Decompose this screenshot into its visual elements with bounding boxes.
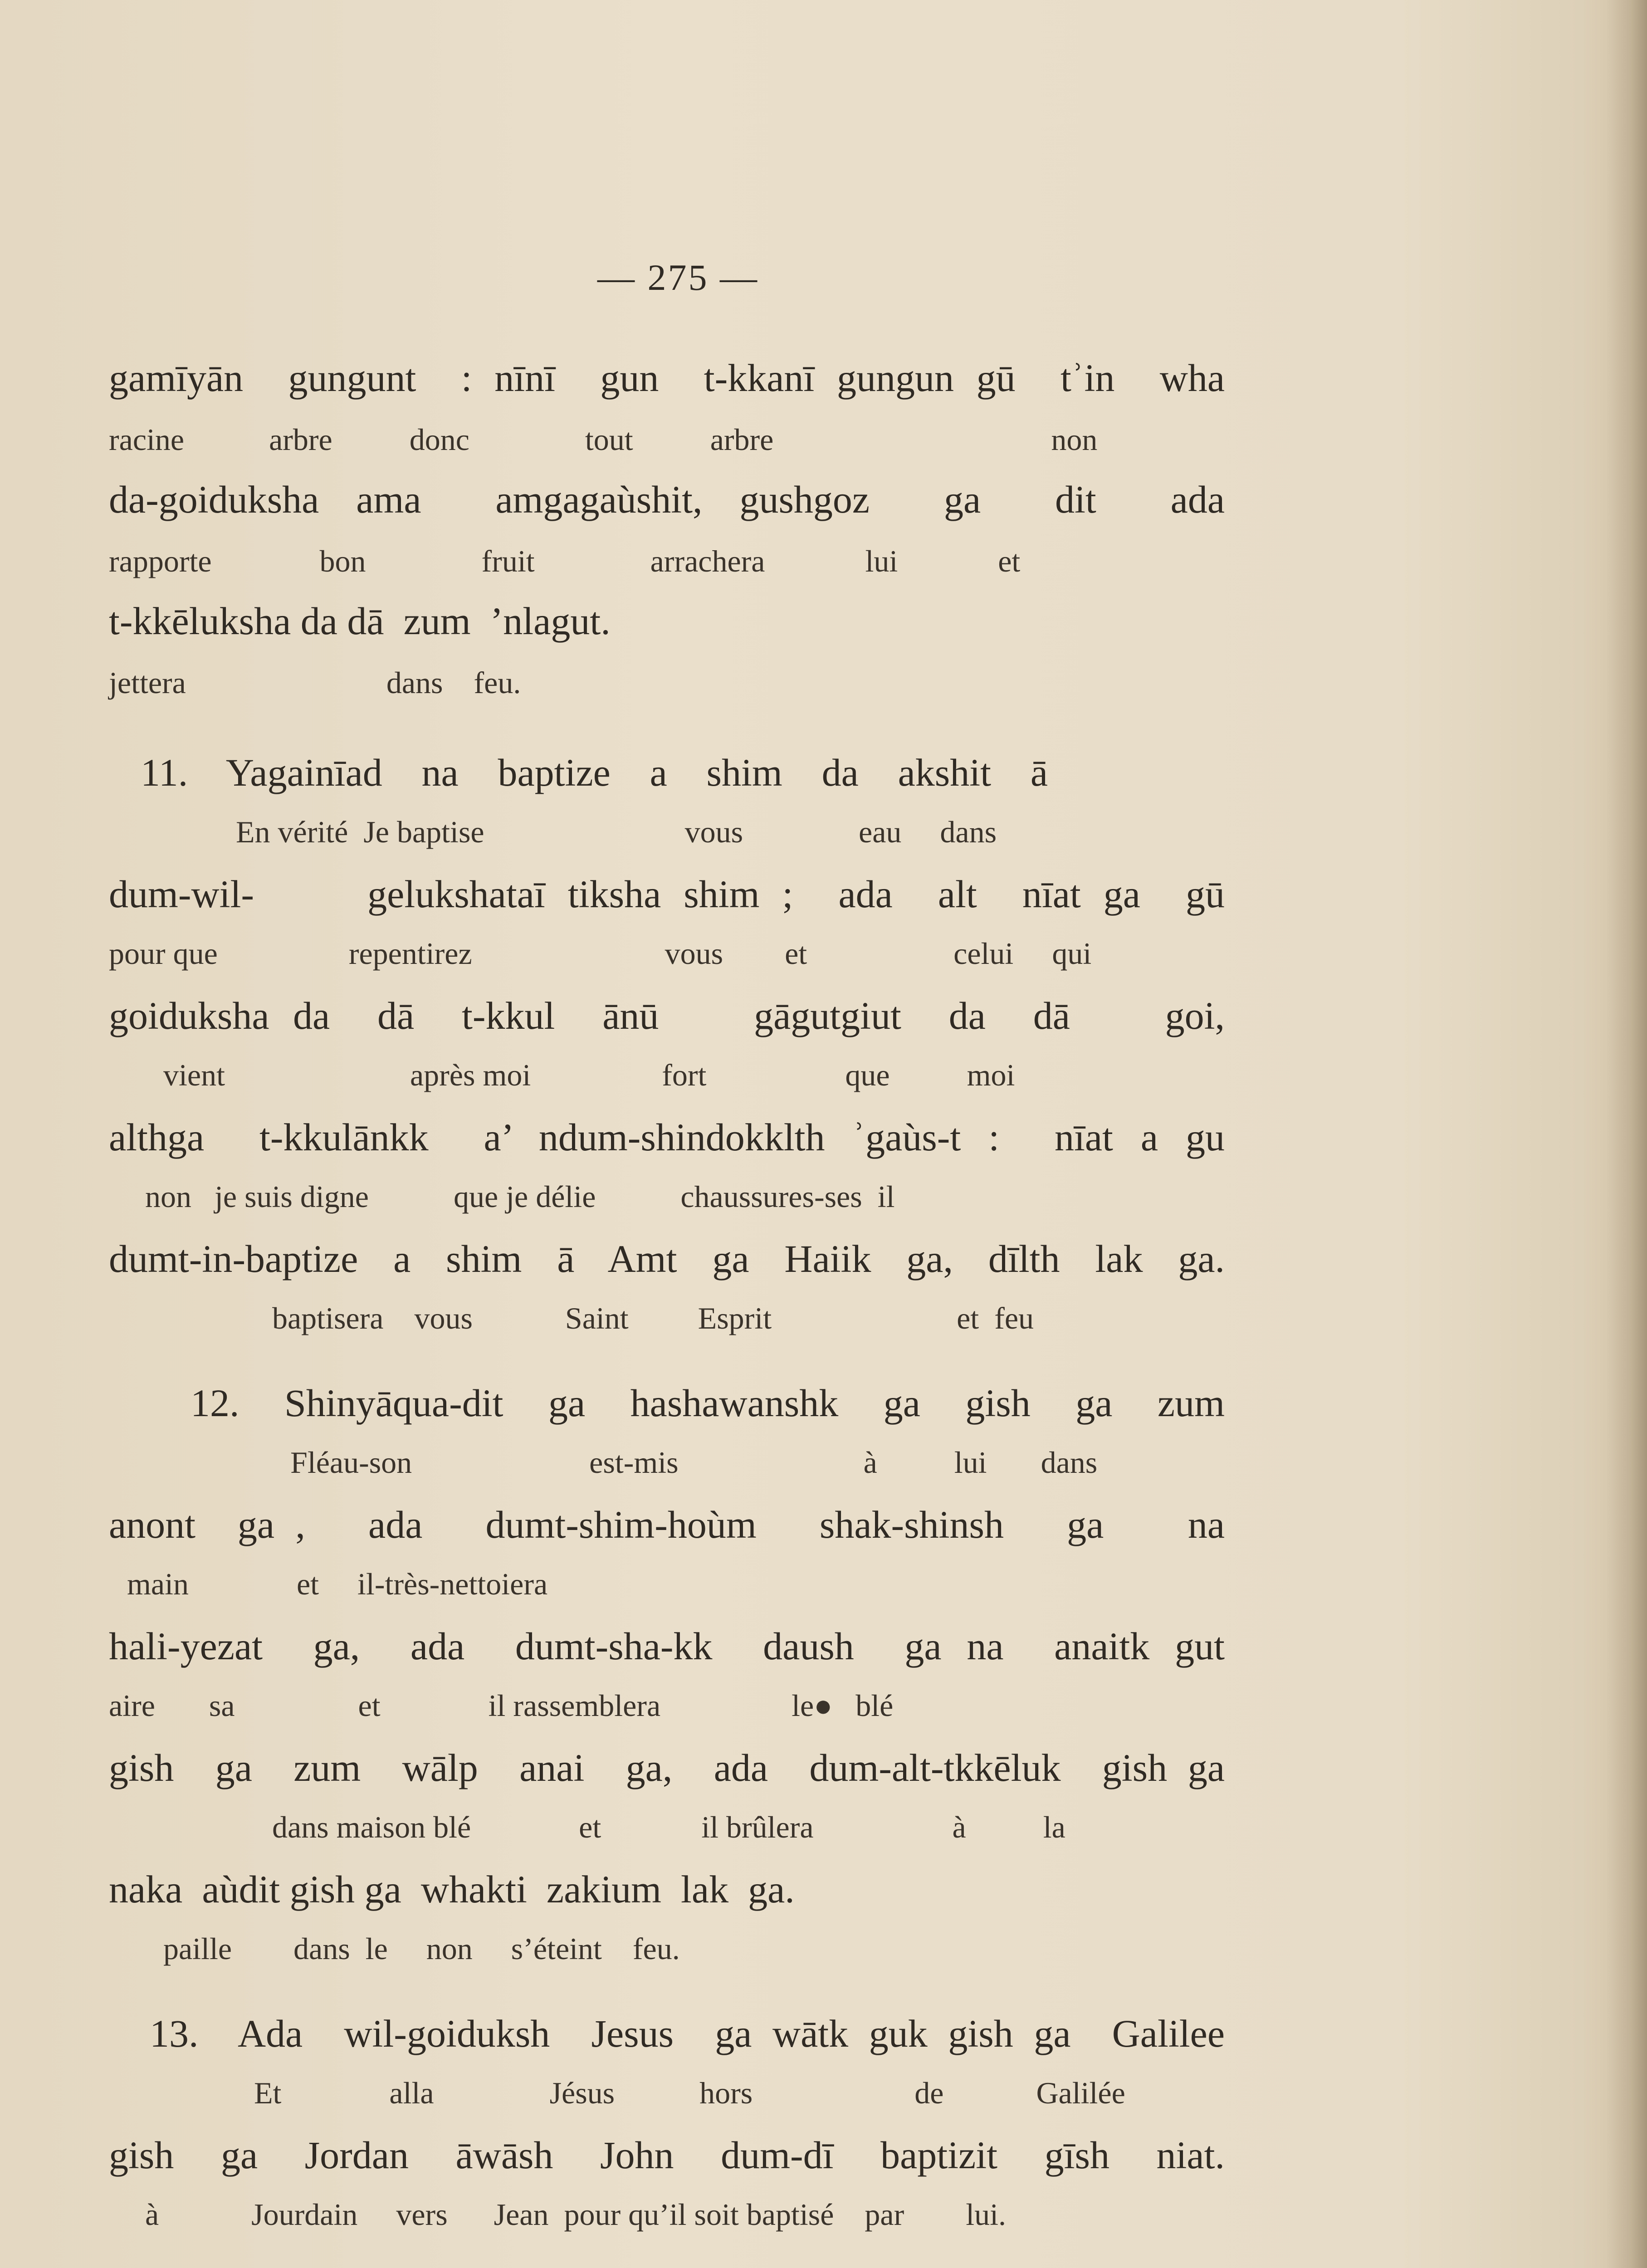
gloss-line-10: main et il-très-nettoiera xyxy=(127,1567,548,1601)
gloss-line-7: non je suis digne que je délie chaussures-ses il xyxy=(145,1179,895,1214)
gloss-line-1: racine arbre donc tout arbre non xyxy=(109,422,1098,457)
native-line-13: naka aùdit gish ga whakti zakium lak ga. xyxy=(109,1867,795,1911)
gloss-line-6: vient après moi fort que moi xyxy=(163,1058,1015,1092)
native-line-5: dum-wil- gelukshataī tiksha shim ; ada alt nīat ga gū xyxy=(109,872,1225,916)
gloss-line-4: En vérité Je baptise vous eau dans xyxy=(236,815,997,849)
native-line-7: althga t-kkulānkk a’ ndum-shindokklth ʾgaùs-t : nīat a gu xyxy=(109,1115,1225,1159)
native-line-11: hali-yezat ga, ada dumt-sha-kk daush ga na anaitk gut xyxy=(109,1624,1225,1668)
native-line-8: dumt-in-baptize a shim ā Amt ga Haiik ga, dīlth lak ga. xyxy=(109,1237,1225,1281)
native-line-6: goiduksha da dā t-kkul ānū gāgutgiut da dā goi, xyxy=(109,994,1225,1037)
gloss-line-8: baptisera vous Saint Esprit et feu xyxy=(272,1301,1034,1335)
gloss-line-12: dans maison blé et il brûlera à la xyxy=(272,1810,1065,1844)
native-line-3: t-kkēluksha da dā zum ’nlagut. xyxy=(109,599,611,643)
native-line-14: 13. Ada wil-goiduksh Jesus ga wātk guk gish ga Galilee xyxy=(150,2012,1225,2055)
page-number: — 275 — xyxy=(597,257,759,298)
gloss-line-14: Et alla Jésus hors de Galilée xyxy=(254,2076,1125,2110)
native-line-12: gish ga zum wālp anai ga, ada dum-alt-tkkēluk gish ga xyxy=(109,1746,1225,1789)
native-line-4: 11. Yagainīad na baptize a shim da akshit ā xyxy=(141,751,1048,794)
native-line-10: anont ga , ada dumt-shim-hoùm shak-shinsh ga na xyxy=(109,1503,1225,1546)
gloss-line-9: Fléau-son est-mis à lui dans xyxy=(290,1445,1098,1480)
gloss-line-11: aire sa et il rassemblera le● blé xyxy=(109,1688,894,1723)
gloss-line-5: pour que repentirez vous et celui qui xyxy=(109,936,1092,971)
gloss-line-13: paille dans le non s’éteint feu. xyxy=(163,1931,680,1966)
native-line-9: 12. Shinyāqua-dit ga hashawanshk ga gish ga zum xyxy=(191,1381,1225,1425)
native-line-1: gamīyān gungunt : nīnī gun t-kkanī gungun gū tʾin wha xyxy=(109,356,1225,400)
gloss-line-2: rapporte bon fruit arrachera lui et xyxy=(109,544,1021,578)
native-line-2: da-goiduksha ama amgagaùshit, gushgoz ga dit ada xyxy=(109,478,1225,521)
gloss-line-3: jettera dans feu. xyxy=(109,665,521,700)
gloss-line-15: à Jourdain vers Jean pour qu’il soit baptisé par lui. xyxy=(145,2197,1007,2232)
native-line-15: gish ga Jordan āwāsh John dum-dī baptizit gīsh niat. xyxy=(109,2133,1225,2177)
page-edge-shadow xyxy=(1606,0,1647,2268)
